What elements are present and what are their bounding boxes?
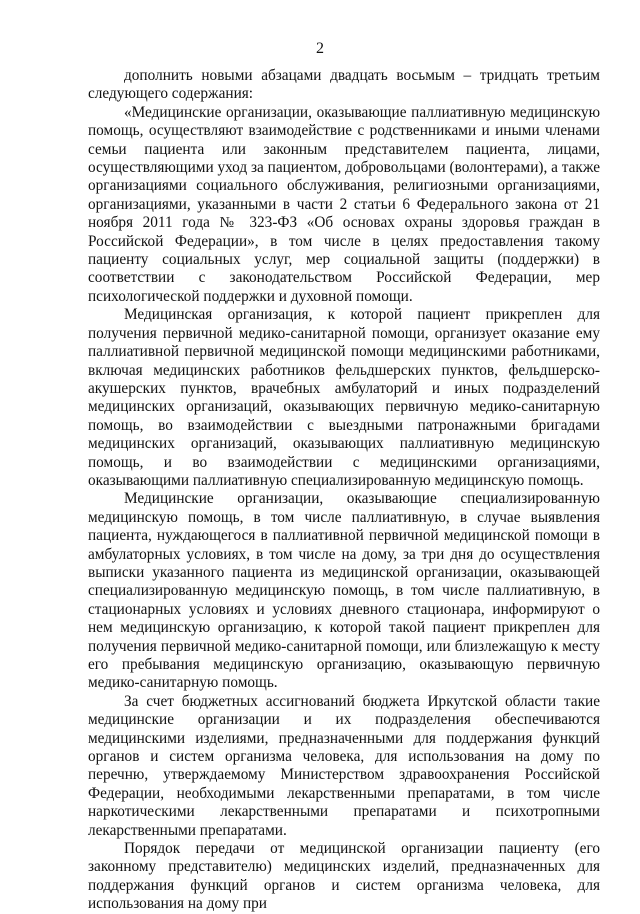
paragraph-primary-care: Медицинская организация, к которой пациент прикреплен для получения первичной медико-санитарной помощи, организует оказание ему паллиативной первичной медицинской помощи медицинскими работниками, включая медицинских работников фельдшерских пунктов, фельдшерско-акушерских пунктов, врачебных амбулаторий и иных подразделений медицинских организаций, оказывающих первичную медико-санитарную помощь, во взаимодействии с выездными патронажными бригадами медицинских организаций, оказывающих паллиативную медицинскую помощь, и во взаимодействии с медицинскими организациями, оказывающими паллиативную специализированную медицинскую помощь. xyxy=(88,306,600,489)
page-number: 2 xyxy=(316,40,324,57)
paragraph-specialized-care: Медицинские организации, оказывающие специализированную медицинскую помощь, в том числе паллиативную, в случае выявления пациента, нуждающегося в паллиативной первичной медицинской помощи в амбулаторных условиях, в том числе на дому, за три дня до осуществления выписки указанного пациента из медицинской организации, оказывающей специализированную медицинскую помощь, в том числе паллиативную, в стационарных условиях и условиях дневного стационара, информируют о нем медицинскую организацию, к которой такой пациент прикреплен для получения первичной медико-санитарной помощи, или близлежащую к месту его пребывания медицинскую организацию, оказывающую первичную медико-санитарную помощь. xyxy=(88,490,600,692)
document-body xyxy=(88,67,600,914)
paragraph-intro: дополнить новыми абзацами двадцать восьмым – тридцать третьим следующего содержания: xyxy=(88,67,600,103)
paragraph-budget: За счет бюджетных ассигнований бюджета Иркутской области такие медицинские организации и их подразделения обеспечиваются медицинскими изделиями, предназначенными для поддержания функций органов и систем организма человека, для использования на дому по перечню, утверждаемому Министерством здравоохранения Российской Федерации, необходимыми лекарственными препаратами, в том числе наркотическими лекарственными препаратами и психотропными лекарственными препаратами. xyxy=(88,692,600,839)
paragraph-transfer-order: Порядок передачи от медицинской организации пациенту (его законному представителю) медицинских изделий, предназначенных для поддержания функций органов и систем организма человека, для использования на дому при xyxy=(88,840,600,913)
paragraph-interaction: «Медицинские организации, оказывающие паллиативную медицинскую помощь, осуществляют взаимодействие с родственниками и иными членами семьи пациента или законным представителем пациента, лицами, осуществляющими уход за пациентом, добровольцами (волонтерами), а также организациями социального обслуживания, религиозными организациями, организациями, указанными в части 2 статьи 6 Федерального закона от 21 ноября 2011 года № 323-ФЗ «Об основах охраны здоровья граждан в Российской Федерации», в том числе в целях предоставления такому пациенту социальных услуг, мер социальной защиты (поддержки) в соответствии с законодательством Российской Федерации, мер психологической поддержки и духовной помощи. xyxy=(88,103,601,305)
